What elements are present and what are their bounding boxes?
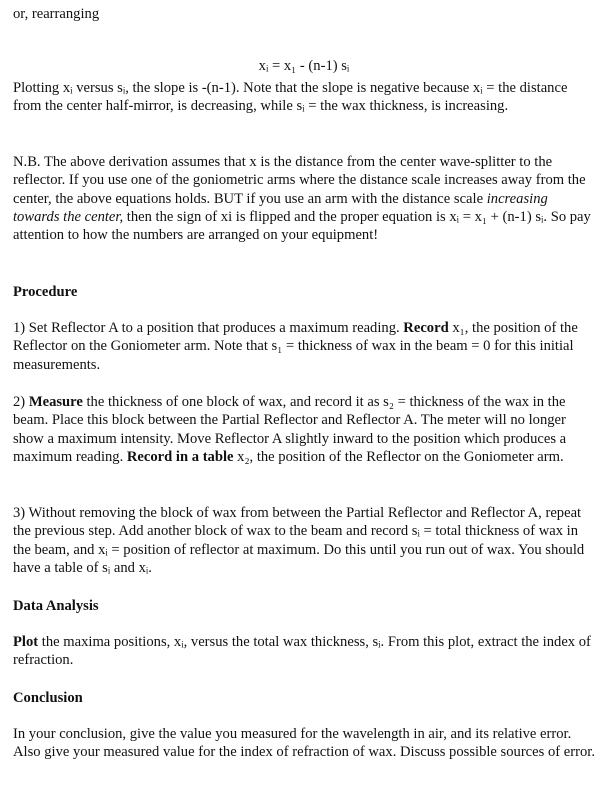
procedure-heading: Procedure [13,284,78,300]
step1-bold-record: Record [403,320,449,336]
data-analysis-paragraph [13,633,595,670]
conclusion-heading: Conclusion [13,690,83,706]
step2-text-e: x₂, the position of the Reflector on the Goniometer arm. [233,448,564,465]
slope-paragraph: Plotting xᵢ versus sᵢ, the slope is -(n-1). Note that the slope is negative because xᵢ = the distance from the center half-mirror, is decreasing, while sᵢ = the wax thickness, is increasing. [13,80,568,115]
step1-text-a: 1) Set Reflector A to a position that produces a maximum reading. [13,320,404,336]
equation-rearranged: xᵢ = x₁ - (n-1) sᵢ [258,57,350,74]
step2-text-a: 2) [13,394,29,410]
conclusion-paragraph: In your conclusion, give the value you measured for the wavelength in air, and its relative error. Also give your measured value for the index of refraction of wax. Discuss possible sources of error. [13,726,595,761]
nb-italic-text: increasing towards the center, [13,190,548,225]
procedure-step-3: 3) Without removing the block of wax from between the Partial Reflector and Reflector A, repeat the previous step. Add another block of wax to the beam and record sᵢ = total thickness of wax in the beam, and xᵢ = position of reflector at maximum. Do this until you run out of wax. You should have a table of sᵢ and xᵢ. [13,505,585,576]
intro-text: or, rearranging [13,6,100,22]
procedure-step-1 [13,319,595,374]
step2-bold-record-table: Record in a table [126,448,234,465]
nb-text-start: N.B. The above derivation assumes that x is the distance from the center wave-splitter to the reflector. If you use one of the goniometric arms where the distance scale increases away from the center, the above equations holds. BUT if you use an arm with the distance scale [13,154,586,207]
nb-paragraph [13,153,595,244]
data-analysis-heading: Data Analysis [13,598,99,614]
step1-text-c: x₁, the position of the Reflector on the Goniometer arm. Note that s₁ = thickness of wax in the beam = 0 for this initial measurements. [13,320,578,373]
nb-text-end: then the sign of xi is flipped and the proper equation is xᵢ = x₁ + (n-1) sᵢ. So pay attention to how the numbers are arranged on your equipment! [13,208,591,244]
step2-text-c: the thickness of one block of wax, and record it as s₂ = thickness of the wax in the beam. Place this block between the Partial Reflector and Reflector A. The meter will no longer show a maximum intensity. Move Reflector A slightly inward to the position which produces a maximum reading. [13,394,567,465]
data-analysis-text: the maxima positions, xᵢ, versus the total wax thickness, sᵢ. From this plot, extract the index of refraction. [13,634,591,669]
step2-bold-measure: Measure [28,394,83,410]
data-analysis-bold-plot: Plot [13,634,39,650]
procedure-step-2 [13,393,595,466]
